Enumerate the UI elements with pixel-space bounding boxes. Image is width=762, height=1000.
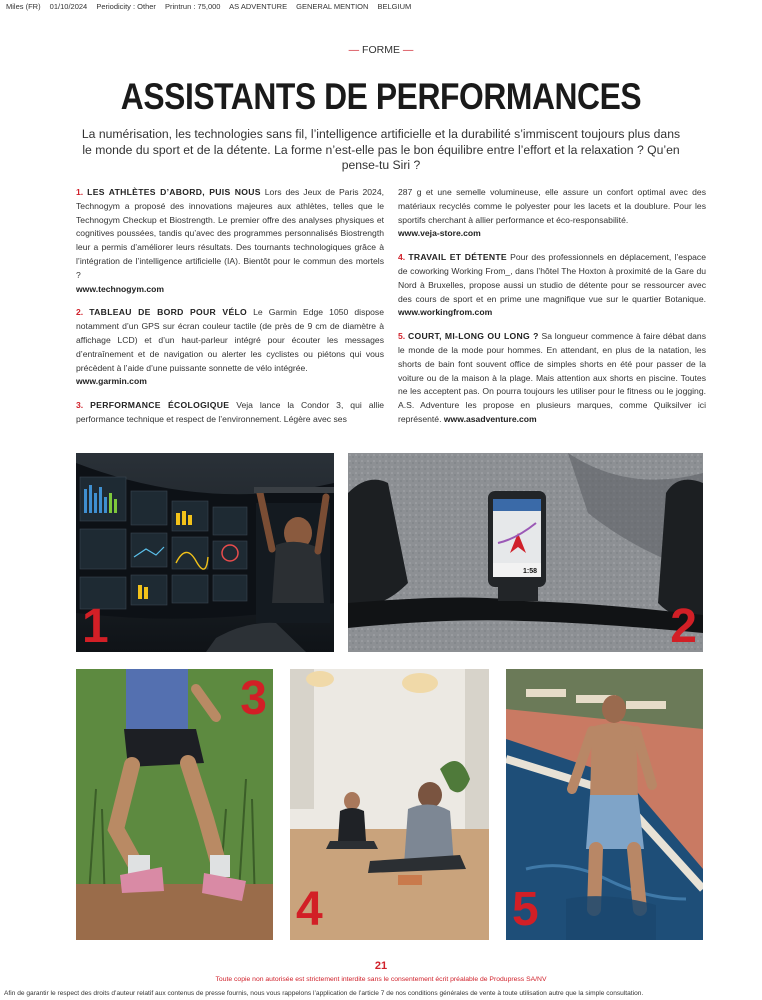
technogym-screens-illustration	[76, 453, 334, 652]
photo-number-3: 3	[240, 672, 267, 725]
header-printrun: Printrun : 75,000	[165, 2, 221, 11]
garmin-bike-illustration	[348, 453, 703, 652]
header-mention: GENERAL MENTION	[296, 2, 369, 11]
header-source: Miles (FR)	[6, 2, 41, 11]
header-country: BELGIUM	[377, 2, 412, 11]
article-section-2: 2. TABLEAU DE BORD POUR VÉLO Le Garmin Edge 1050 dispose notamment d’un GPS sur écran couleur tactile (de près de 9 cm de diamètre à affichage LCD) et d’un haut-parleur intégré pour écouter les messages d’entraînement et de navigation ou alerter les cyclistes ou piétons qui vous précèdent à l’aide d’une puissante sonnette de vélo intégrée. www.garmin.com	[76, 307, 385, 387]
article-column-right	[398, 186, 706, 437]
photo-number-2: 2	[670, 600, 697, 652]
section-rubric: — FORME —	[348, 44, 414, 56]
link-workingfrom[interactable]: www.workingfrom.com	[398, 307, 493, 318]
rubric-label: FORME	[362, 44, 400, 56]
press-header	[6, 2, 418, 11]
link-technogym[interactable]: www.technogym.com	[76, 283, 165, 294]
photo-number-4: 4	[296, 883, 323, 936]
photo-yoga	[290, 669, 489, 940]
article-section-1: 1. LES ATHLÈTES D’ABORD, PUIS NOUS Lors des Jeux de Paris 2024, Technogym a proposé des innovations majeures aux athlètes, telles que le Technogym Checkup et Biostrength. Le premier offre des analyses physiques et cognitives poussées, tandis qu’avec des programmes personnalisés Biostrength leur a permis d’améliorer leurs résultats. Des tournants technologiques grâce à l’intégration de l’intelligence artificielle (IA). Bientôt pour le commun des mortels ? www.technogym.com	[76, 187, 384, 294]
article-section-3-cont: 287 g et une semelle volumineuse, elle assure un confort optimal avec des matériaux recyclés comme le polyester pour les lacets et la doublure. Pour les sportifs cherchant à allier performance et éco-responsabilité. www.veja-store.com	[398, 187, 706, 239]
photo-garmin	[348, 453, 703, 652]
article-intro: La numérisation, les technologies sans fil, l’intelligence artificielle et la durabilité s’immiscent toujours plus dans le monde du sport et de la détente. La forme n’est-elle pas le bon équilibre entre l’effort et la relaxation ? Qu’en pense-tu Siri ?	[81, 127, 681, 172]
copyright-notice: Toute copie non autorisée est strictement interdite sans le consentement écrit préalable de Produpress SA/NV	[215, 976, 547, 983]
header-periodicity: Periodicity : Other	[96, 2, 156, 11]
link-veja[interactable]: www.veja-store.com	[398, 228, 481, 239]
page-number: 21	[374, 960, 388, 972]
photo-number-5: 5	[512, 883, 539, 936]
photo-number-1: 1	[82, 600, 109, 652]
link-asadventure[interactable]: www.asadventure.com	[443, 413, 537, 424]
photo-runner	[76, 669, 273, 940]
article-section-3: 3. PERFORMANCE ÉCOLOGIQUE Veja lance la Condor 3, qui allie performance technique et respect de l’environnement. Légère avec ses	[76, 400, 385, 424]
header-brand: AS ADVENTURE	[229, 2, 288, 11]
link-garmin[interactable]: www.garmin.com	[76, 376, 147, 387]
article-section-4: 4. TRAVAIL ET DÉTENTE Pour des professionnels en déplacement, l’espace de coworking Working From_, dans l’hôtel The Hoxton à proximité de la Gare du Nord à Bruxelles, propose aussi un studio de détente pour se ressourcer avec des cours de sport et en prime une magnifique vue sur le quartier Botanique. www.workingfrom.com	[398, 252, 707, 318]
photo-pool	[506, 669, 703, 940]
usage-disclaimer: Afin de garantir le respect des droits d’auteur relatif aux contenus de presse fournis, nous vous rappelons l’application de l’article 7 de nos conditions générales de vente à toute utilisation autre que la simple consultation.	[4, 990, 644, 997]
article-column-left	[76, 186, 384, 437]
garmin-screen-readout: 1:58	[523, 568, 538, 575]
article-section-5: 5. COURT, MI-LONG OU LONG ? Sa longueur commence à faire débat dans le monde de la mode pour hommes. En attendant, en plus de la natation, les shorts de bain font souvent office de simples shorts en été pour passer de la voiture ou de la maison à la plage. Mais attention aux shorts en piscine. Toutes ne les acceptent pas. On pourra toujours les utiliser pour le fitness ou le jogging. A.S. Adventure les propose en plusieurs marques, comme Quiksilver ici représenté. www.asadventure.com	[398, 331, 707, 424]
photo-technogym	[76, 453, 334, 652]
header-date: 01/10/2024	[49, 2, 88, 11]
article-title: ASSISTANTS DE PERFORMANCES	[120, 76, 642, 117]
